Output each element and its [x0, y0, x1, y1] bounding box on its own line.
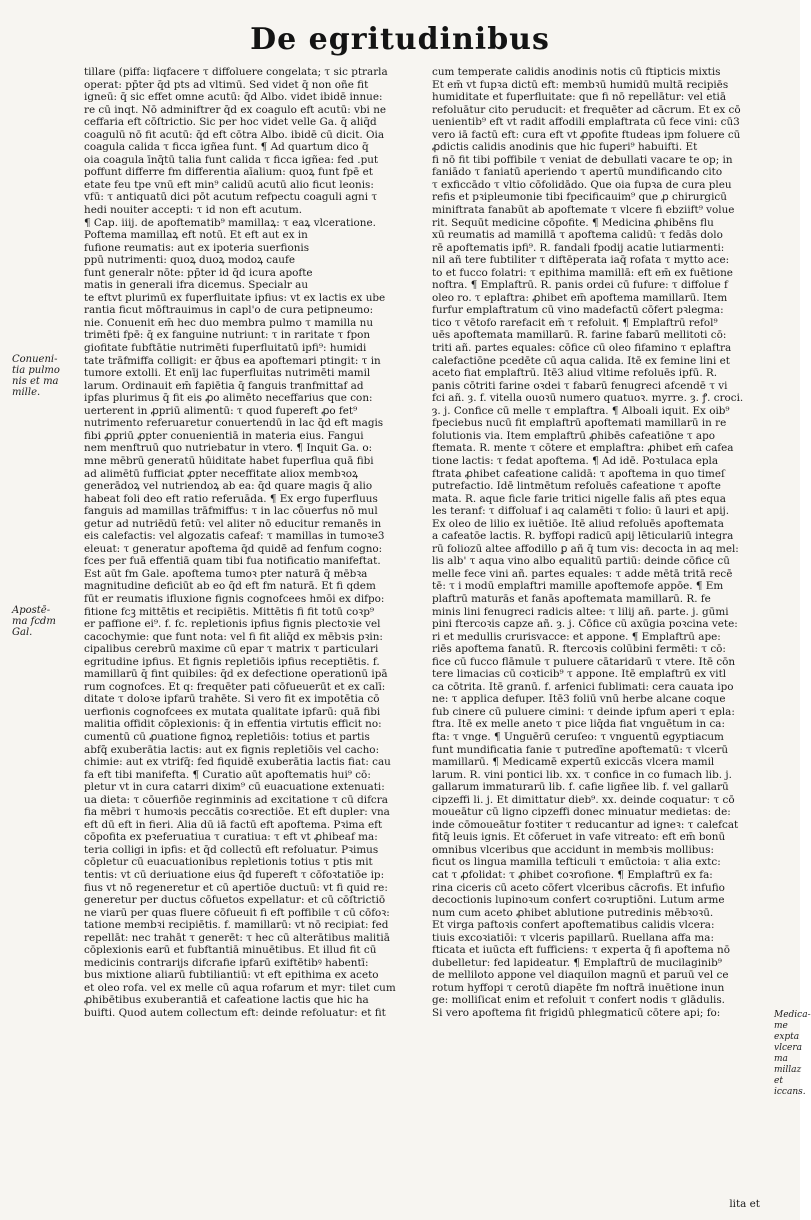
left-column-line: abfq̄ exuberātia lactis: aut ex fignis repletiōis vel cacho:	[84, 743, 380, 756]
left-column-line: malitia offidit cōplexionis: q̄ in effentia virtutis efficit no:	[84, 718, 382, 731]
left-column-line: cipalibus cerebrū maxime cū epar τ matrix τ particulari	[84, 643, 379, 656]
right-column-line: tione lactis: τ fedat apoftema. ¶ Ad idē. Poꝛtulaca epla	[432, 454, 719, 467]
left-column-line: nutrimento referuaretur conuertendū in lac q̄d eft magis	[84, 417, 384, 430]
right-column-line: miniftrata fanabūt ab apoftemate τ vlcere fi ebziift⁹ volue	[432, 204, 735, 217]
right-column-line: pini ftercoꝛis capze añ. ȝ. j. Cōfice cū axūgia poꝛcina vete:	[432, 618, 738, 631]
left-column-line: ppū nutrimenti: quoꝝ duoꝝ modoꝝ caufe	[84, 254, 295, 267]
right-column-line: τ exficcādo τ vltio cōfolidādo. Que oia fupꝛa de cura pleu	[432, 178, 732, 191]
right-column-line: plaftrū maturās et fanās apoftemata mamillarū. R. fe	[432, 592, 711, 605]
right-column-line: uēs apoftemata mamillarū. R. farine fabarū mellitoti cō:	[432, 329, 727, 342]
right-column-line: Si vero apoftema fit frigidū phlegmaticū cōtere api; fo:	[432, 1007, 721, 1020]
margin-note-medicamen	[774, 1010, 811, 1098]
left-column-line: oia coagula īnq̄tū talia funt calida τ ficca igñea: fed .put	[84, 153, 379, 166]
right-column-line: triti añ. partes equales: cōfice cū oleo fifamino τ eplaftra	[432, 342, 732, 355]
right-column-line: tē: τ i modū emplaftri mamille apoftemofe appōe. ¶ Em	[432, 580, 724, 593]
left-column-line: mamillarū q̄ fint quibiles: q̄d ex defectione operationū ipā	[84, 668, 388, 681]
right-column-line: faniādo τ faniatū aperiendo τ apertū mundificando cito	[432, 166, 723, 179]
right-column-line: vero iā factū eft: cura eft vt ꝓpofite ftudeas ipm foluere cū	[432, 128, 741, 141]
right-column-line: folutionis via. Item emplaftrū ꝓhibēs cafeatiōne τ apo	[432, 429, 716, 442]
margin-note-line: iccans.	[774, 1087, 806, 1097]
right-column-line: to et fucco folatri: τ epithima mamillā: eft em̄ ex fuētione	[432, 266, 733, 279]
left-column-line: eis calefactis: vel algozatis cafeaf: τ mamillas in tumoꝛe3	[84, 530, 385, 543]
margin-note-apostema	[12, 605, 56, 638]
left-column-line: fanguis ad mamillas trāfmiffus: τ in lac cōuerfus nō mul	[84, 505, 378, 518]
right-column-line: fitq̄ leuis ignis. Et cōferuet in vafe vitreato: eft em̄ bonū	[432, 831, 726, 844]
left-column-line: fces per fuā effentiā quam tibi fua notificatio manifeftat.	[84, 555, 381, 568]
right-column-line: cat τ ꝓfolidat: τ ꝓhibet coꝛrofione. ¶ Emplaftrū ex fa:	[432, 869, 713, 881]
right-column-line: ficut os lingua mamilla tefticuli τ emūctoia: τ alia extc:	[432, 856, 721, 869]
right-column-line: rē apoftematis ipfi⁹. R. fandali fpodij acatie lutiarmenti:	[432, 241, 725, 254]
right-column-line: tere limacias cū coꝛticib⁹ τ appone. Itē emplaftrū ex vitl	[432, 668, 727, 681]
right-column-line: putrefactio. Idē lintmētum refoluēs cafeatione τ apofte	[432, 480, 721, 493]
right-column-line: melle fece vini añ. partes equales: τ adde mētā tritā recē	[432, 567, 733, 580]
right-column-line: humiditate et fuperfluitate: que fi nō repellātur: vel etiā	[432, 91, 727, 104]
left-column-line: repellāt: nec trahāt τ generēt: τ hec cū alterātibus malitiā	[84, 931, 390, 944]
margin-note-line: Gal.	[12, 627, 33, 638]
right-column-line: ne: τ applica defuper. Itē3 foliū vnū herbe alcane coque	[432, 693, 726, 706]
left-column-line: egritudine ipfius. Et fignis repletiōis ipfius receptiētis. f.	[84, 655, 380, 668]
right-column-line: larum. R. vini pontici lib. xx. τ confice in co fumach lib. j.	[432, 768, 732, 781]
right-column-line: Ex oleo de lilio ex iuētiōe. Itē aliud refoluēs apoftemata	[432, 517, 724, 530]
left-column-line: tumore extolli. Et enīj lac fuperfluitas nutrimēti mamil	[84, 367, 371, 380]
right-column-line: ftrata ꝓhibet cafeatione calidā: τ apoftema in quo timeſ	[432, 467, 725, 480]
left-column-line: operat: pp̄ter q̄d pts ad vltimū. Sed videt q̄ non oñe fit	[84, 78, 369, 91]
margin-note-line: ma fcdm	[12, 616, 56, 627]
right-column-line: fpeciebus nucū fit emplaftrū apoftemati mamillarū in re	[432, 417, 727, 430]
right-column-line: ge: molliſicat enim et refoluit τ confert nodis τ glādulis.	[432, 994, 725, 1007]
left-column-line: giofitate fubftātie nutrimēti fuperfluitatū ipfi⁹: humidi	[84, 342, 367, 355]
right-column-line: minis lini fenugreci radicis altee: τ lilij añ. parte. j. gūmi	[432, 605, 729, 618]
right-column-line: furfur emplaftratum cū vino madefactū cōfert pꝛlegma:	[432, 304, 724, 317]
left-column-line: ne viarū per quas fluere cōfueuit fi eft poffibile τ cū cōfoꝛ:	[84, 906, 390, 919]
right-column-line: cipzeffi li. j. Et dimittatur dieb⁹. xx. deinde coquatur: τ cō	[432, 793, 735, 806]
left-column-line: funt generalr nōte: pp̄ter id q̄d icura apofte	[84, 266, 313, 279]
right-column-line: refis et pꝛipleumonie tibi fpecificauim⁹ que ꝓ chirurgicū	[432, 191, 727, 204]
right-text-column	[432, 66, 768, 1020]
right-column-line: uenientib⁹ eft vt radit affodili emplaftrata cū fece vini: cū3	[432, 116, 740, 129]
right-column-line: rū foliozū altee affodillo ꝑ añ q̄ tum vis: decocta in aq mel:	[432, 542, 739, 555]
left-column-line: fa eft tibi manifefta. ¶ Curatio aūt apoftematis hui⁹ cō:	[84, 768, 371, 781]
left-column-line: tillare (piffa: liqfacere τ diffoluere congelata; τ sic ptrarla	[84, 66, 388, 78]
left-column-line: cacochymie: que funt nota: vel fi fit aliq̄d ex mēbꝛis pꝛin:	[84, 630, 383, 643]
right-column-line: ftra. Itē ex melle aneto τ pice liq̄da fiat vnguētum in ca:	[432, 718, 725, 731]
left-column-line: etate feu tpe vnū eft min⁹ calidū acutū alio ficut leonis:	[84, 178, 374, 191]
margin-note-line: Conueni-	[12, 354, 58, 365]
right-column-line: rotum hyffopi τ cerotū diapēte fm noftrā inuētione inun	[432, 981, 725, 994]
margin-note-line: me expta	[774, 1021, 800, 1042]
left-column-line: ua dieta: τ cōuerfiōe reginminis ad excitatione τ cū difcra	[84, 793, 388, 806]
left-column-line: ꝓhibētibus exuberantiā et cafeatione lactis que hic ha	[84, 994, 369, 1007]
right-column-line: a cafeatōe lactis. R. byffopi radicū apij lēticulariū integra	[432, 530, 734, 543]
right-column-line: tiuis excoꝛiatiōi: τ vlceris papillarū. Ruellana affa ma:	[432, 931, 714, 944]
left-column-line: larum. Ordinauit em̄ fapiētia q̄ fanguis tranfmittaf ad	[84, 379, 364, 392]
left-column-line: getur ad nutriēdū fetū: vel aliter nō educitur remanēs in	[84, 517, 382, 530]
right-column-line: ftemata. R. mente τ cōtere et emplaftra: ꝓhibet em̄ cafea	[432, 442, 734, 455]
right-column-line: fta: τ vnge. ¶ Unguērū ceruſeo: τ vnguentū egyptiacum	[432, 730, 724, 743]
left-column-line: medicinis contrarijs difcrafie ipfarū exiftētibꝰ habentī:	[84, 956, 369, 969]
right-column-line: omnibus vlceribus que accidunt in membꝛis mollibus:	[432, 843, 714, 856]
right-column-line: Et virga paftoꝛis confert apoftematibus calidis vlcera:	[432, 919, 715, 932]
left-column-line: generādoꝝ vel nutriendoꝝ ab ea: q̄d quare magis q̄ alio	[84, 480, 373, 493]
left-column-line: Est aūt fm Gale. apoftema tumoꝛ pter naturā q̄ mēbꝛa	[84, 567, 368, 580]
left-column-line: magnitudine deficiūt ab eo q̄d eft fm naturā. Et fi qdem	[84, 580, 376, 593]
right-column-line: rina ciceris cū aceto cōfert vlceribus cācrofis. Et infufio	[432, 881, 725, 894]
left-column-line: trimēti fpē: q̄ ex fanguine nutriunt: τ in raritate τ fpon	[84, 329, 371, 342]
left-column-line: tatione membꝛi recipiētis. f. mamillarū: vt nō recipiat: fed	[84, 919, 389, 932]
right-column-line: cum temperate calidis anodinis notis cū ftipticis mixtis	[432, 66, 721, 78]
left-column-line: re cū inqt. Nō adminiftrer q̄d ex coagulo eft acutū: vbi ne	[84, 103, 387, 116]
left-column-line: pletur vt in cura catarri dixim⁹ cū euacuatione extenuati:	[84, 781, 385, 794]
left-column-line: habeat foli deo eft ratio referuāda. ¶ Ex ergo fuperfluus	[84, 492, 378, 505]
left-column-line: et oleo rofa. vel ex melle cū aqua rofarum et myr: tilet cum	[84, 981, 396, 994]
right-column-line: num cum aceto ꝓhibet ablutione putredinis mēbꝛoꝛū.	[432, 906, 714, 919]
left-column-line: ditate τ doloꝛe ipfarū trahēte. Si vero fit ex impotētia cō	[84, 693, 380, 706]
right-column-line: rit. Sequūt medicine cōpofite. ¶ Medicina ꝓhibēns flu	[432, 216, 714, 229]
left-column-line: coagulū nō fit acutū: q̄d eft cōtra Albo. ibidē cū dicit. Oia	[84, 128, 385, 141]
right-column-line: ꝓdictis calidis anodinis que hic fuꝑeri⁹ habuifti. Et	[432, 141, 698, 154]
right-column-line: les teranf: τ diffoluaf i aq calamēti τ folio: ū lauri et apij.	[432, 505, 730, 518]
left-column-line: uerfionis cognofcees ex mutata qualitate ipfarū: quā fibi	[84, 705, 381, 718]
right-column-line: de melliloto appone vel diaquilon magnū et paruū vel ce	[432, 969, 729, 982]
left-column-line: fibi ꝓpriū ꝓpter conuenientiā in materia eius. Fangui	[84, 429, 364, 442]
left-column-line: ipfas plurimus q̄ fit eis ꝓo alimēto neceffarius que con:	[84, 392, 373, 405]
right-column-line: noftra. ¶ Emplaftrū. R. panis ordei cū fufure: τ diffolue f	[432, 279, 728, 292]
left-column-line: rum cognofces. Et q: frequēter pati cōfueuerūt et ex calī:	[84, 680, 386, 693]
left-column-line: teria colligi in ipfis: et q̄d collectū eft refoluatur. Pꝛimus	[84, 843, 379, 856]
right-column-line: fi nō fit tibi poffibile τ veniat de debullati vacare te op; in	[432, 153, 733, 166]
left-column-line: fius vt nō regeneretur et cū apertiōe ductuū: vt fi quid re:	[84, 881, 388, 894]
left-column-line: igneū: q̄ sic effet omne acutū: q̄d Albo. videt ibidē innue:	[84, 91, 383, 104]
right-column-line: fub cinere cū puluere cimini: τ deinde ipfum aperi τ epla:	[432, 705, 735, 718]
left-column-line: te eftvt plurimū ex fuperfluitate ipfius: vt ex lactis ex ube	[84, 291, 386, 304]
left-column-line: cōpletur cū euacuationibus repletionis totius τ ptis mit	[84, 856, 373, 869]
left-text-column	[84, 66, 414, 1020]
margin-note-line: Apostē-	[12, 605, 51, 616]
left-column-line: uerterent in ꝓpriū alimentū: τ quod fupereft ꝓo fet⁹	[84, 404, 358, 417]
left-column-line: tate trāfmiffa colligit: er q̄bus ea apoftemari ptingit: τ in	[84, 354, 381, 367]
right-column-line: riēs apoftema fanatū. R. ftercoꝛis colūbini fermēti: τ cō:	[432, 643, 726, 656]
left-column-line: nem menftruū quo nutriebatur in vtero. ¶ Inquit Ga. o:	[84, 442, 373, 455]
right-column-line: ri et medullis crurisvacce: et appone. ¶ Emplaftrū ape:	[432, 630, 721, 643]
left-column-line: Poftema mamillaꝝ eft notū. Et eft aut ex in	[84, 229, 308, 242]
margin-note-line: Medica-	[774, 1010, 811, 1020]
margin-note-line: mille.	[12, 387, 41, 398]
right-column-line: mamillarū. ¶ Medicamē expertū exiccās vlcera mamil	[432, 756, 715, 769]
left-column-line: hedi nouiter accepti: τ id non eft acutum.	[84, 204, 303, 217]
right-column-line: tico τ vētofo rarefacit em̄ τ refoluit. ¶ Emplaftrū refol⁹	[432, 316, 718, 329]
left-column-line: vfū: τ antiquatū dici pōt acutum refpectu coaguli agni τ	[84, 191, 378, 204]
margin-note-line: millaz et	[774, 1065, 802, 1086]
left-column-line: ¶ Cap. iiij. de apoftematib⁹ mamillaꝝ: τ eaꝝ vlceratione.	[84, 216, 376, 229]
left-column-line: ad alimētū fufficiat ꝓpter neceffitate aliox membꝛoꝝ	[84, 467, 358, 480]
right-column-line: calefactiōne pcedēte cū aqua calida. Itē ex femine lini et	[432, 354, 730, 367]
left-column-line: nie. Conuenit em̄ hec duo membra pulmo τ mamilla nu	[84, 316, 374, 329]
right-column-line: fice cū fucco flāmule τ puluere cātaridarū τ vtere. Itē cōn	[432, 655, 736, 668]
left-column-line: chimie: aut ex vtrifq̄: fed fiquidē exuberātia lactis fiat: cau	[84, 756, 391, 769]
right-column-line: panis cōtriti farine oꝛdei τ fabarū fenugreci afcendē τ vi	[432, 379, 728, 392]
left-column-line: mne mēbrū generatū hūiditate habet fuperflua quā fibi	[84, 454, 374, 467]
left-column-line: cōplexionis earū et fubftantiā minuētibus. Et illud fit cū	[84, 944, 377, 957]
left-column-line: er paffione ei⁹. f. fc. repletionis ipfius fignis plectoꝛie vel	[84, 618, 381, 631]
right-column-line: aceto fiat emplaftrū. Itē3 aliud vltime refoluēs ipfū. R.	[432, 367, 718, 380]
left-column-line: matis in generali ifra dicemus. Specialr au	[84, 279, 309, 292]
margin-note-convenientia	[12, 354, 60, 398]
catchword: lita et	[729, 1198, 760, 1210]
right-column-line: refoluātur cito peruducit: et frequēter ad cācrum. Et ex cō	[432, 103, 741, 116]
right-column-line: decoctionis lupinoꝛum confert coꝛruptiōni. Lutum arme	[432, 894, 725, 907]
margin-note-line: tia pulmo	[12, 365, 60, 376]
left-column-line: generetur per ductus cōfuetos expellatur: et cū cōſtrictiō	[84, 894, 386, 907]
right-column-line: gallarum immaturarū lib. f. cafie ligñee lib. f. vel gallarū	[432, 781, 729, 794]
margin-note-line: nis et ma	[12, 376, 59, 387]
right-column-line: nil añ tere fubtiliter τ diftēperata iaq̄ rofata τ mytto ace:	[432, 254, 730, 267]
running-header: De egritudinibus	[250, 22, 550, 57]
right-column-line: lis alb' τ aqua vino albo equalitū partiū: deinde cōfice cū	[432, 555, 730, 568]
left-column-line: fūt er reumatis ifluxione fignis cognofcees hmōi ex difpo:	[84, 592, 385, 605]
left-column-line: cōpofita ex pꝛeferuatiua τ curatiua: τ eft vt ꝓhibeaf ma:	[84, 831, 378, 844]
left-column-line: poffunt differre fm differentia aīalium: quoꝝ funt fpē et	[84, 166, 373, 179]
right-column-line: ca cōtrita. Itē granū. f. arfenici fublimati: cera cauata ipo	[432, 680, 734, 693]
right-column-line: mata. R. aque ficle farie tritici nigelle falis añ ptes equa	[432, 492, 726, 505]
left-column-line: eleuat: τ generatur apoftema q̄d quidē ad fenfum cogno:	[84, 542, 383, 555]
left-column-line: bus mixtione aliarū fubtiliantiū: vt eft epithima ex aceto	[84, 969, 379, 982]
left-column-line: cumentū cū ꝓuatione fignoꝝ repletiōis: totius et partis	[84, 730, 370, 743]
left-column-line: ceffaria eft cōſtrictio. Sic per hoc videt velle Ga. q̄ aliq̄d	[84, 116, 377, 129]
right-column-line: Et em̄ vt fupꝛa dictū eft: membꝛū humidū multā recipiēs	[432, 78, 729, 91]
right-column-line: moueātur cū ligno cipzeffi donec minuatur medietas: de:	[432, 806, 731, 819]
left-column-line: tentis: vt cū deriuatione eius q̄d fupereft τ cōfoꝛtatiōe ip:	[84, 869, 385, 881]
right-column-line: fticata et iuūcta eft fufficiens: τ experta q̄ fi apoftema nō	[432, 944, 730, 957]
margin-note-line: vlcera ma	[774, 1043, 802, 1064]
left-column-line: eft dū eft in fieri. Alia dū iā factū eft apoftema. Pꝛima eft	[84, 818, 383, 831]
right-column-line: oleo ro. τ eplaftra: ꝓhibet em̄ apoftema mamillarū. Item	[432, 291, 728, 304]
right-column-line: xū reumatis ad mamillā τ apoftema calidū: τ fedās dolo	[432, 229, 723, 242]
right-column-line: dubelletur: fed lapideatur. ¶ Emplaftrū de mucilaginib⁹	[432, 956, 722, 969]
left-column-line: fitione fcꝫ mittētis et recipiētis. Mittētis fi fit totū coꝛp⁹	[84, 605, 375, 618]
right-column-line: inde cōmoueātur foꝛtiter τ reducantur ad igneꝛ: τ calefcat	[432, 818, 739, 831]
left-column-line: coagula calida τ ficca igñea funt. ¶ Ad quartum dico q̄	[84, 141, 369, 154]
left-column-line: fufione reumatis: aut ex ipoteria suerfionis	[84, 241, 310, 254]
right-column-line: ȝ. j. Confice cū melle τ emplaftra. ¶ Alboali iquit. Ex oib⁹	[432, 404, 730, 417]
left-column-line: buifti. Quod autem collectum eft: deinde refoluatur: et fit	[84, 1007, 386, 1020]
right-column-line: funt mundificatia fanie τ putredīne apoftematū: τ vlcerū	[432, 743, 729, 756]
left-column-line: fia mēbri τ humoꝛis peccātis coꝛrectiōe. Et eft dupler: vna	[84, 806, 390, 819]
left-column-line: rantia ficut mōftrauimus in capl'o de cura petipneumo:	[84, 304, 374, 317]
right-column-line: fci añ. ȝ. f. vitella ouoꝛū numero quatuoꝛ. myrre. ȝ. ꝭ. croci.	[432, 392, 744, 405]
